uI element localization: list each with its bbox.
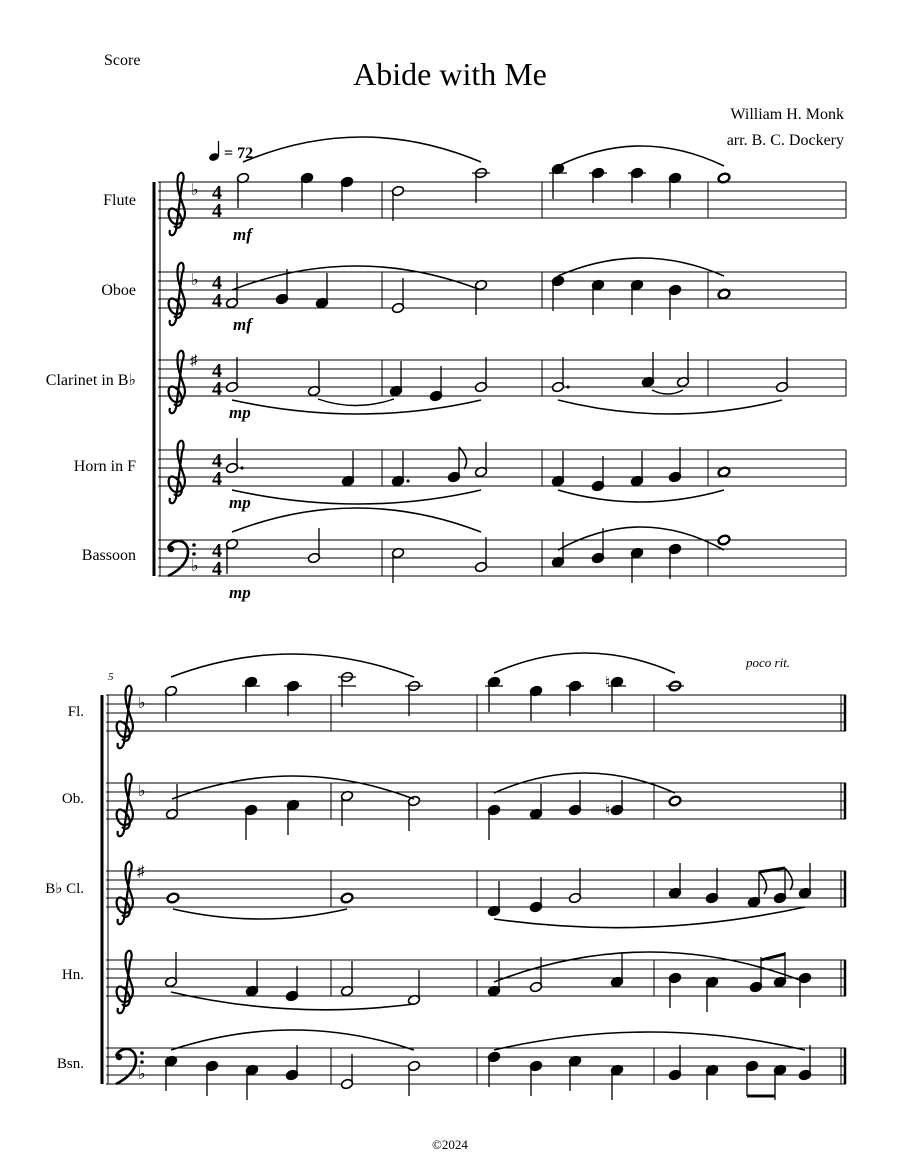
- score-label: Score: [104, 52, 141, 69]
- bass-clef-dot: [140, 1060, 144, 1064]
- bass-clef-dot: [192, 543, 196, 547]
- time-signature-denominator: 4: [212, 468, 222, 490]
- time-signature-numerator: 4: [212, 450, 222, 472]
- flat-icon: ♭: [138, 695, 146, 712]
- slur: [494, 653, 675, 673]
- instrument-label-bassoon: Bassoon: [81, 547, 136, 564]
- sharp-icon: ♯: [137, 864, 145, 880]
- time-signature-numerator: 4: [212, 182, 222, 204]
- tie: [652, 390, 683, 394]
- slur: [558, 527, 724, 550]
- instrument-label-cl: B♭ Cl.: [45, 881, 84, 897]
- time-signature-denominator: 4: [212, 290, 222, 312]
- flat-icon: ♭: [138, 783, 146, 800]
- bass-clef-dot: [192, 552, 196, 556]
- natural-icon: ♮: [605, 803, 611, 819]
- slur: [494, 1032, 805, 1050]
- dynamic-marking: mp: [229, 403, 251, 422]
- augmentation-dot: [406, 479, 409, 482]
- time-signature-numerator: 4: [212, 272, 222, 294]
- beam: [761, 954, 785, 960]
- note-head: [340, 892, 353, 904]
- time-signature-numerator: 4: [212, 360, 222, 382]
- sharp-icon: ♯: [190, 353, 198, 369]
- flat-icon: ♭: [191, 182, 199, 199]
- time-signature-denominator: 4: [212, 378, 222, 400]
- measure-number: 5: [108, 671, 114, 683]
- slur: [558, 490, 724, 502]
- composer-credit: William H. Monk: [730, 106, 844, 123]
- note-head: [717, 534, 730, 546]
- bass-clef-dot: [168, 546, 174, 552]
- bass-clef-dot: [140, 1051, 144, 1055]
- time-signature-denominator: 4: [212, 558, 222, 580]
- instrument-label-oboe: Oboe: [101, 282, 136, 299]
- flat-icon: ♭: [191, 558, 199, 575]
- slur: [558, 400, 782, 414]
- bass-clef-dot: [116, 1054, 122, 1060]
- time-signature-denominator: 4: [212, 200, 222, 222]
- copyright: ©2024: [432, 1137, 468, 1152]
- slur: [243, 137, 481, 162]
- slur: [494, 907, 805, 928]
- natural-icon: ♮: [605, 675, 611, 691]
- slur: [232, 266, 481, 290]
- slur: [232, 508, 481, 532]
- expression-marking: poco rit.: [746, 655, 791, 670]
- note-head: [166, 892, 179, 904]
- instrument-label-ob: Ob.: [61, 791, 84, 807]
- dynamic-marking: mf: [233, 315, 252, 334]
- arranger-credit: arr. B. C. Dockery: [726, 132, 844, 149]
- instrument-label-flute: Flute: [103, 192, 136, 209]
- note-flag: [759, 872, 767, 894]
- instrument-label-hn: Hn.: [61, 967, 84, 983]
- slur: [172, 776, 414, 799]
- slur: [558, 146, 724, 166]
- dynamic-marking: mp: [229, 493, 251, 512]
- slur: [173, 909, 347, 919]
- flat-icon: ♭: [138, 1066, 146, 1083]
- slur: [232, 490, 481, 504]
- tie: [318, 399, 394, 406]
- tempo-value: = 72: [224, 145, 254, 162]
- dynamic-marking: mf: [233, 225, 252, 244]
- time-signature-numerator: 4: [212, 540, 222, 562]
- augmentation-dot: [240, 466, 243, 469]
- page-title: Abide with Me: [353, 56, 547, 92]
- flat-icon: ♭: [191, 272, 199, 289]
- instrument-label-bsn: Bsn.: [56, 1056, 84, 1072]
- slur: [171, 654, 414, 677]
- dynamic-marking: mp: [229, 583, 251, 602]
- slur: [171, 1030, 414, 1050]
- note-head: [668, 795, 681, 807]
- instrument-label-horn: Horn in F: [73, 458, 136, 475]
- augmentation-dot: [566, 385, 569, 388]
- instrument-label-fl: Fl.: [67, 704, 84, 720]
- slur: [232, 400, 481, 414]
- slur: [558, 258, 724, 276]
- instrument-label-clarinet: Clarinet in B♭: [45, 372, 136, 389]
